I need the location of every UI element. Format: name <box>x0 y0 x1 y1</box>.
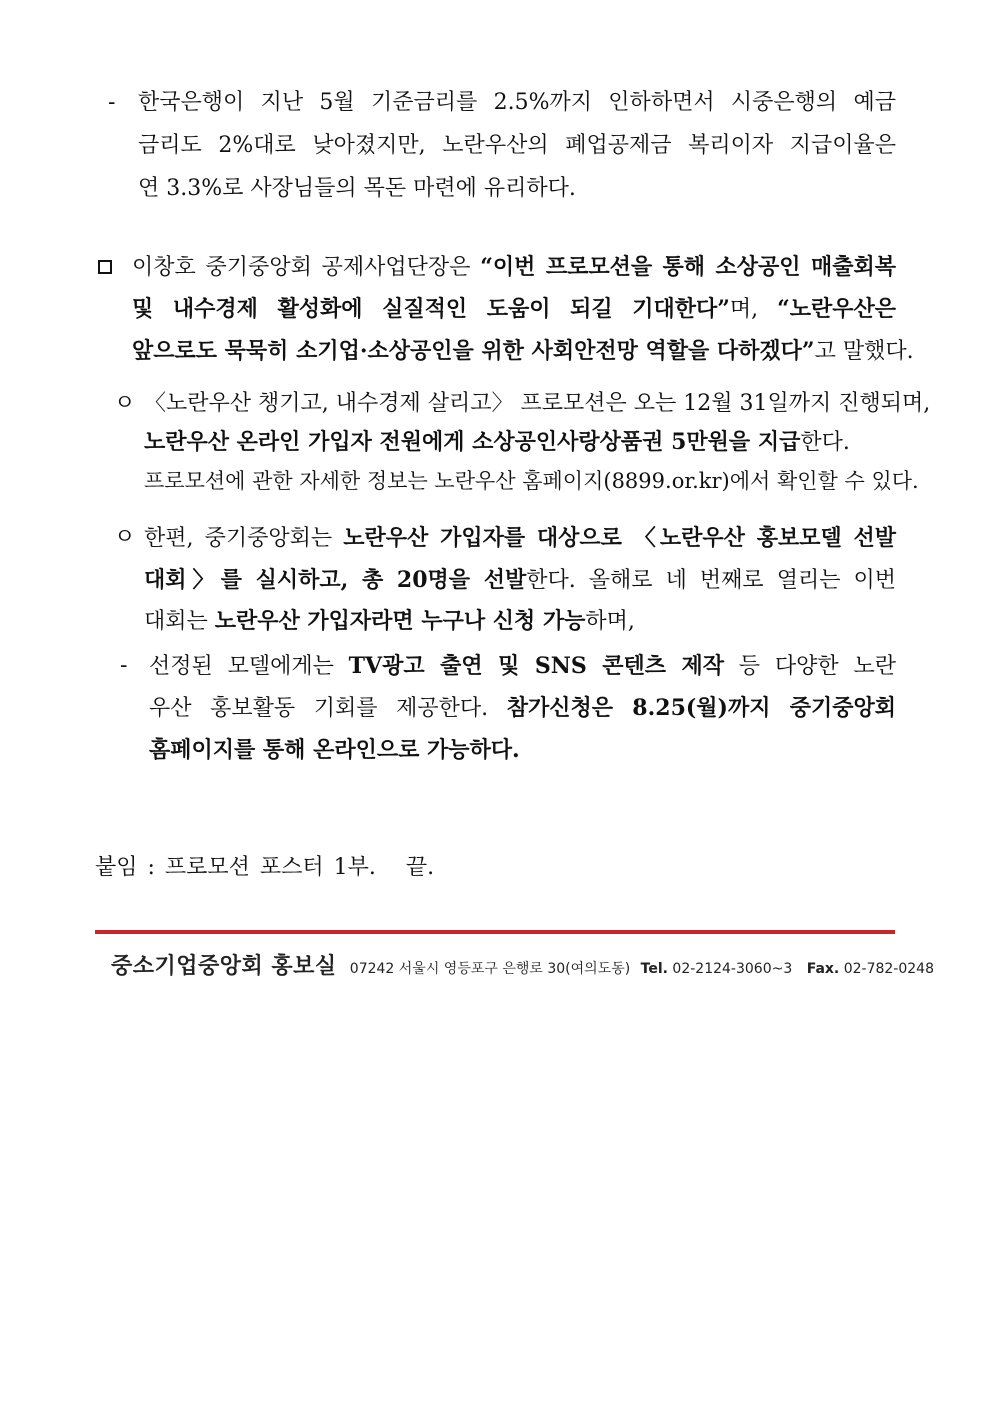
para2-line-2: 및 내수경제 활성화에 실질적인 도움이 되길 기대한다”며, “노란우산은 <box>132 296 896 322</box>
para1-line-3: 연 3.3%로 사장님들의 목돈 마련에 유리하다. <box>138 176 576 201</box>
square-bullet-icon <box>98 260 112 274</box>
attachment-note: 붙임 : 프로모션 포스터 1부. 끝. <box>95 855 435 880</box>
footer-org: 중소기업중앙회 홍보실 <box>111 954 337 979</box>
para4-line-3: 대회는 노란우산 가입자라면 누구나 신청 가능하며, <box>144 608 635 634</box>
para4-marker: ㅇ <box>114 525 136 550</box>
footer <box>111 949 934 980</box>
para5-marker: - <box>120 653 128 678</box>
para3-line-3: 프로모션에 관한 자세한 정보는 노란우산 홈페이지(8899.or.kr)에서 확인할 수 있다. <box>144 469 919 493</box>
footer-fax: 02-782-0248 <box>843 961 934 977</box>
para1-line-1: 한국은행이 지난 5월 기준금리를 2.5%까지 인하하면서 시중은행의 예금 <box>138 90 896 115</box>
footer-divider <box>95 930 895 934</box>
footer-address: 07242 서울시 영등포구 은행로 30(여의도동) Tel. 02-2124-3060~3 Fax. 02-782-0248 <box>349 961 934 977</box>
para5-line-3: 홈페이지를 통해 온라인으로 가능하다. <box>149 737 520 763</box>
para3-line-1: 〈노란우산 챙기고, 내수경제 살리고〉 프로모션은 오는 12월 31일까지 진행되며, <box>144 391 931 416</box>
para3-marker: ㅇ <box>114 391 136 416</box>
para4-line-1: 한편, 중기중앙회는 노란우산 가입자를 대상으로 〈노란우산 홍보모델 선발 <box>144 525 897 551</box>
footer-tel: 02-2124-3060~3 <box>672 961 793 977</box>
para3-line-2: 노란우산 온라인 가입자 전원에게 소상공인사랑상품권 5만원을 지급한다. <box>144 429 850 455</box>
para2-line-3: 앞으로도 묵묵히 소기업·소상공인을 위한 사회안전망 역할을 다하겠다”고 말했다. <box>132 338 914 364</box>
para4-line-2: 대회〉를 실시하고, 총 20명을 선발한다. 올해로 네 번째로 열리는 이번 <box>144 567 896 593</box>
para5-line-1: 선정된 모델에게는 TV광고 출연 및 SNS 콘텐츠 제작 등 다양한 노란 <box>149 653 896 679</box>
para2-line-1: 이창호 중기중앙회 공제사업단장은 “이번 프로모션을 통해 소상공인 매출회복 <box>132 254 896 280</box>
para1-marker: - <box>108 90 116 115</box>
para1-line-2: 금리도 2%대로 낮아졌지만, 노란우산의 폐업공제금 복리이자 지급이율은 <box>138 133 896 158</box>
para5-line-2: 우산 홍보활동 기회를 제공한다. 참가신청은 8.25(월)까지 중기중앙회 <box>149 695 896 721</box>
